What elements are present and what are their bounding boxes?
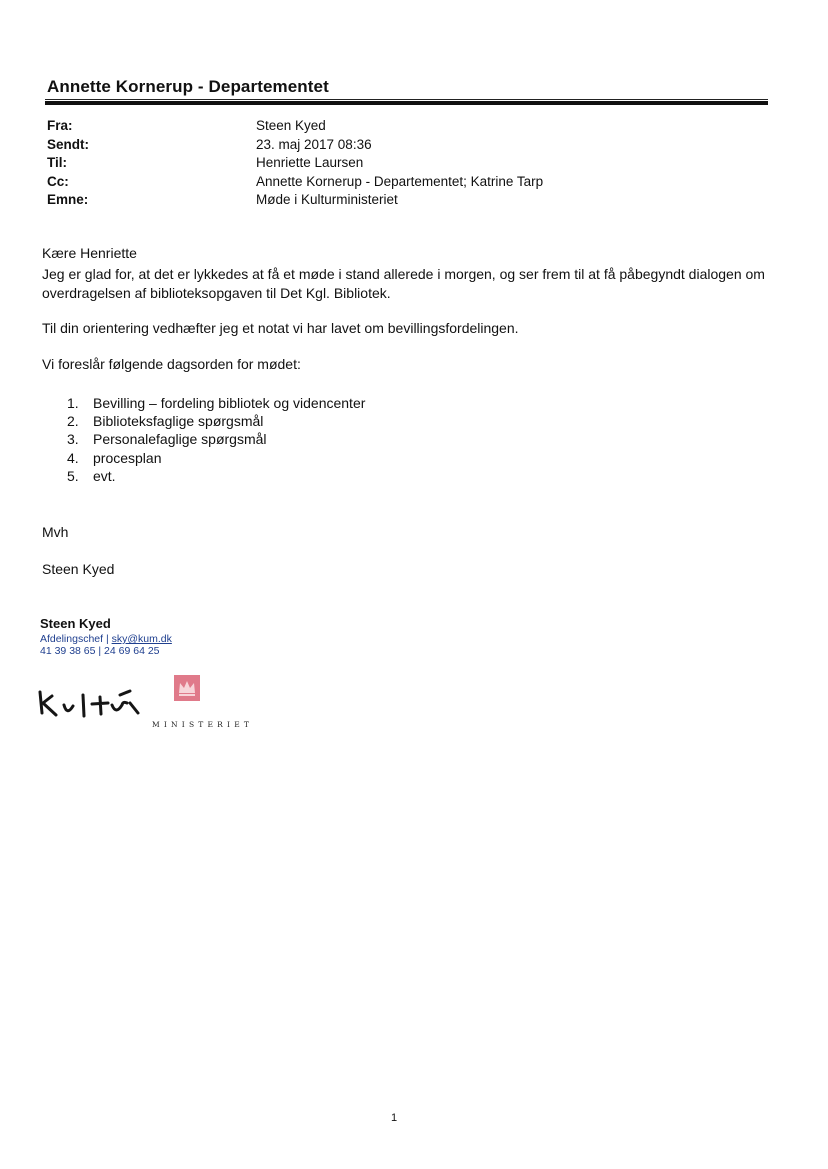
agenda-item-number: 4. — [67, 450, 79, 466]
signature-phones: 41 39 38 65 | 24 69 64 25 — [40, 645, 160, 657]
title-rule-thin — [45, 99, 768, 100]
page-number: 1 — [391, 1112, 398, 1124]
agenda-item-number: 3. — [67, 431, 79, 447]
paragraph-1-line-2: overdragelsen af biblioteksopgaven til Det Kgl. Bibliotek. — [42, 285, 391, 301]
logo-subtitle: MINISTERIET — [152, 720, 254, 729]
agenda-item — [67, 413, 263, 429]
closing: Mvh — [42, 524, 69, 540]
cc-label: Cc: — [47, 174, 69, 189]
agenda-item-number: 5. — [67, 468, 79, 484]
paragraph-1-line-1: Jeg er glad for, at det er lykkedes at få et møde i stand allerede i morgen, og ser frem til at få påbegyndt dialogen om — [42, 266, 765, 282]
signature-title-line — [40, 633, 172, 645]
agenda-item-text: Biblioteksfaglige spørgsmål — [93, 413, 264, 429]
sent-value: 23. maj 2017 08:36 — [256, 137, 372, 152]
crown-icon — [174, 675, 200, 701]
agenda-item — [67, 431, 267, 447]
paragraph-2: Til din orientering vedhæfter jeg et notat vi har lavet om bevillingsfordelingen. — [42, 320, 519, 336]
email-title: Annette Kornerup - Departementet — [47, 77, 329, 96]
cc-value: Annette Kornerup - Departementet; Katrine Tarp — [256, 174, 544, 189]
to-value: Henriette Laursen — [256, 155, 364, 170]
agenda-item-text: procesplan — [93, 450, 162, 466]
agenda-item-number: 1. — [67, 395, 79, 411]
agenda-item-text: Personalefaglige spørgsmål — [93, 431, 267, 447]
kulturministeriet-logo — [34, 672, 284, 742]
signature-title: Afdelingschef | — [40, 633, 109, 645]
closing-name: Steen Kyed — [42, 561, 115, 577]
to-label: Til: — [47, 155, 67, 170]
greeting: Kære Henriette — [42, 245, 137, 261]
signature-email-link[interactable]: sky@kum.dk — [111, 633, 172, 645]
subject-label: Emne: — [47, 192, 89, 207]
agenda-item — [67, 468, 116, 484]
agenda-item — [67, 450, 162, 466]
subject-value: Møde i Kulturministeriet — [256, 192, 398, 207]
paragraph-3: Vi foreslår følgende dagsorden for mødet: — [42, 356, 301, 372]
from-value: Steen Kyed — [256, 118, 326, 133]
agenda-item — [67, 395, 365, 411]
kultur-script-mark — [40, 691, 138, 716]
from-label: Fra: — [47, 118, 73, 133]
signature-name: Steen Kyed — [40, 616, 111, 631]
agenda-item-number: 2. — [67, 413, 79, 429]
agenda-item-text: Bevilling – fordeling bibliotek og videncenter — [93, 395, 366, 411]
sent-label: Sendt: — [47, 137, 89, 152]
agenda-item-text: evt. — [93, 468, 116, 484]
title-rule-thick — [45, 101, 768, 105]
